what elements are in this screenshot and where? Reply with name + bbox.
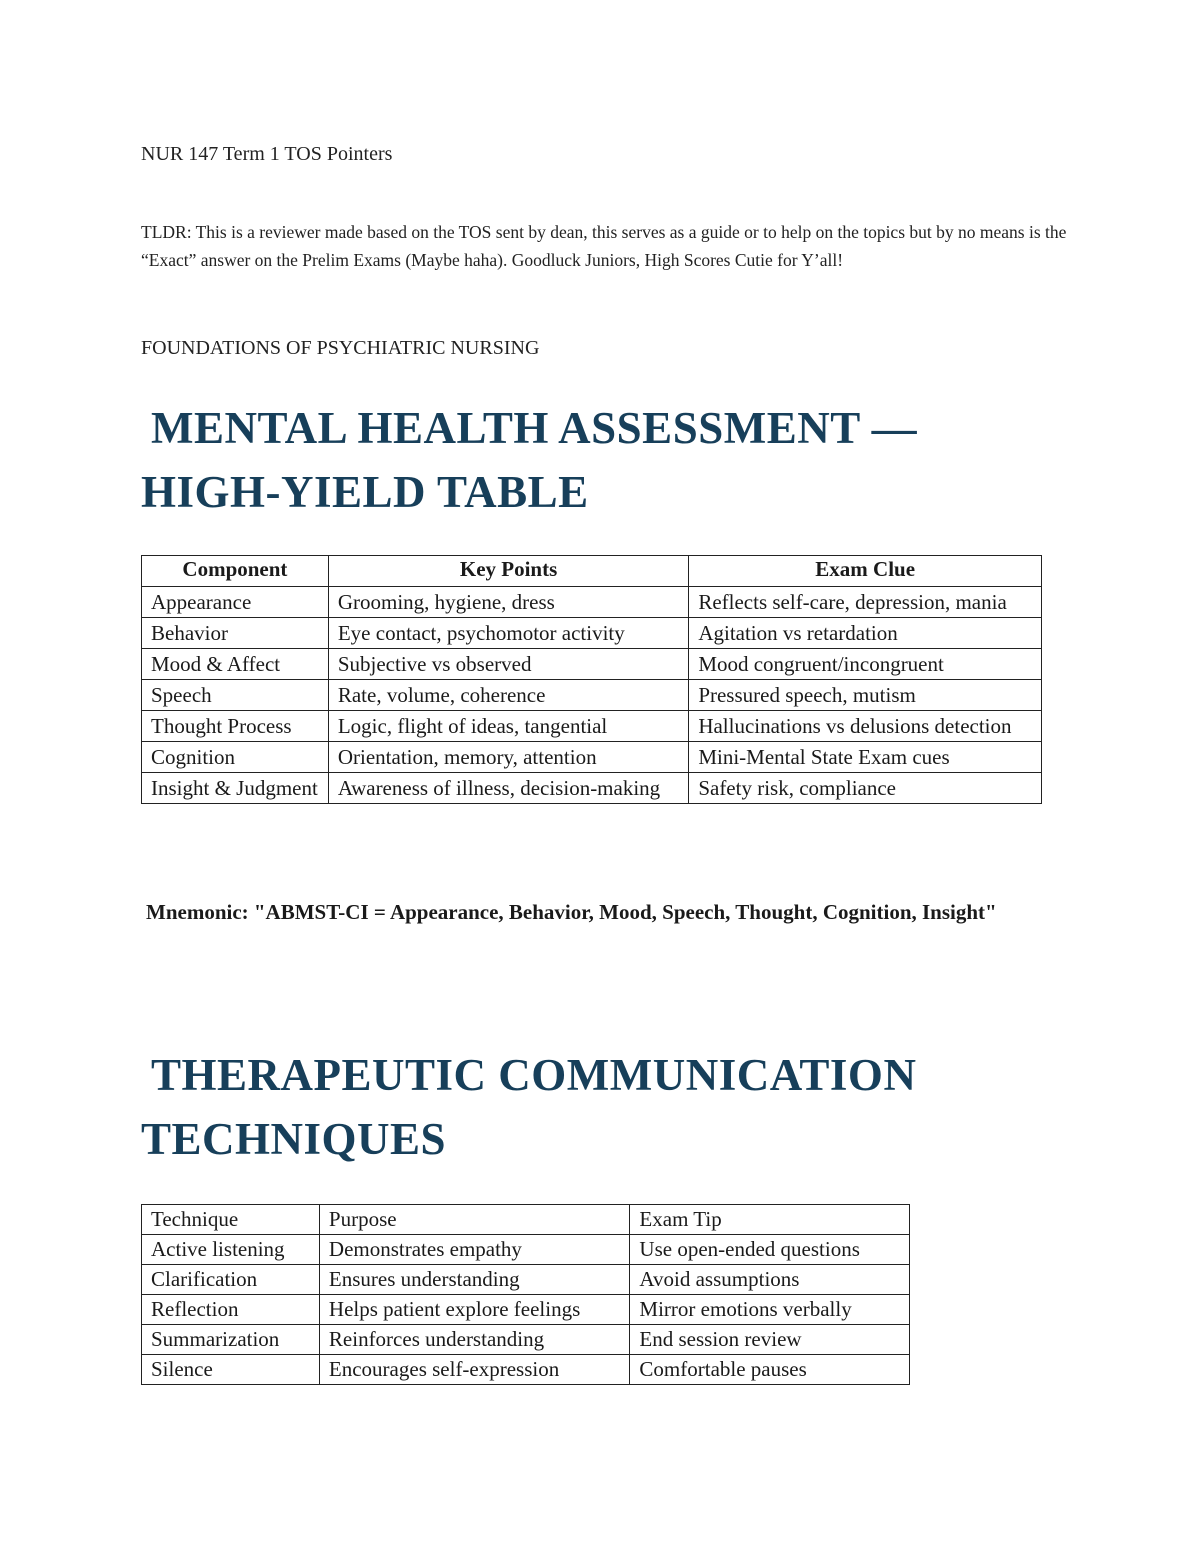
table-cell: Ensures understanding xyxy=(319,1265,630,1295)
table-cell: Pressured speech, mutism xyxy=(689,680,1042,711)
table-row xyxy=(142,1295,910,1325)
table-row xyxy=(142,1235,910,1265)
table-row xyxy=(142,1355,910,1385)
mental-health-table xyxy=(141,555,1042,804)
mental-health-heading-line2: HIGH-YIELD TABLE xyxy=(141,467,589,517)
table-row xyxy=(142,1325,910,1355)
header-cell-component: Component xyxy=(142,556,329,587)
table-cell: Hallucinations vs delusions detection xyxy=(689,711,1042,742)
table-cell: Mood congruent/incongruent xyxy=(689,649,1042,680)
table-cell: Grooming, hygiene, dress xyxy=(328,587,688,618)
table-cell: Comfortable pauses xyxy=(630,1355,910,1385)
table-row xyxy=(142,618,1042,649)
table-cell: Encourages self-expression xyxy=(319,1355,630,1385)
table-cell: Eye contact, psychomotor activity xyxy=(328,618,688,649)
table-cell: Helps patient explore feelings xyxy=(319,1295,630,1325)
table-cell: Orientation, memory, attention xyxy=(328,742,688,773)
table-cell: Logic, flight of ideas, tangential xyxy=(328,711,688,742)
table-cell: Agitation vs retardation xyxy=(689,618,1042,649)
table-cell: Cognition xyxy=(142,742,329,773)
table-cell: Reflection xyxy=(142,1295,320,1325)
mental-health-heading-line1: MENTAL HEALTH ASSESSMENT — xyxy=(151,403,918,453)
table-cell: Speech xyxy=(142,680,329,711)
table-cell: Behavior xyxy=(142,618,329,649)
table-cell: Safety risk, compliance xyxy=(689,773,1042,804)
table-cell: Subjective vs observed xyxy=(328,649,688,680)
table-cell: Insight & Judgment xyxy=(142,773,329,804)
header-cell-technique: Technique xyxy=(142,1205,320,1235)
table-cell: Demonstrates empathy xyxy=(319,1235,630,1265)
tldr-paragraph: TLDR: This is a reviewer made based on the TOS sent by dean, this serves as a guide or to help on the topics but by no means is the “Exact” answer on the Prelim Exams (Maybe haha). Goodluck Juniors, High Scores Cutie for Y’all! xyxy=(141,222,1067,270)
table-cell: Active listening xyxy=(142,1235,320,1265)
table-header-row xyxy=(142,1205,910,1235)
table-cell: Reflects self-care, depression, mania xyxy=(689,587,1042,618)
table-row xyxy=(142,587,1042,618)
mnemonic-label: Mnemonic: "ABMST-CI = Appearance, Behavior, Mood, Speech, Thought, Cognition, Insight" xyxy=(146,900,997,924)
table-row xyxy=(142,680,1042,711)
table-cell: Silence xyxy=(142,1355,320,1385)
mental-health-heading xyxy=(141,396,1101,524)
table-cell: Awareness of illness, decision-making xyxy=(328,773,688,804)
document-title: NUR 147 Term 1 TOS Pointers xyxy=(141,143,393,165)
table-cell: Use open-ended questions xyxy=(630,1235,910,1265)
table-cell: Summarization xyxy=(142,1325,320,1355)
header-cell-exam-clue: Exam Clue xyxy=(689,556,1042,587)
header-cell-key-points: Key Points xyxy=(328,556,688,587)
therapeutic-table xyxy=(141,1204,910,1385)
table-row xyxy=(142,742,1042,773)
table-cell: Thought Process xyxy=(142,711,329,742)
table-row xyxy=(142,711,1042,742)
header-cell-exam-tip: Exam Tip xyxy=(630,1205,910,1235)
table-header-row xyxy=(142,556,1042,587)
section-label: FOUNDATIONS OF PSYCHIATRIC NURSING xyxy=(141,337,540,359)
table-cell: Mini-Mental State Exam cues xyxy=(689,742,1042,773)
table-cell: Appearance xyxy=(142,587,329,618)
header-cell-purpose: Purpose xyxy=(319,1205,630,1235)
table-row xyxy=(142,1265,910,1295)
therapeutic-heading-line2: TECHNIQUES xyxy=(141,1114,447,1164)
mnemonic-text xyxy=(141,897,1041,928)
table-cell: Mood & Affect xyxy=(142,649,329,680)
table-cell: Clarification xyxy=(142,1265,320,1295)
table-cell: Reinforces understanding xyxy=(319,1325,630,1355)
table-row xyxy=(142,773,1042,804)
therapeutic-heading xyxy=(141,1043,1101,1171)
table-cell: End session review xyxy=(630,1325,910,1355)
table-cell: Avoid assumptions xyxy=(630,1265,910,1295)
table-cell: Mirror emotions verbally xyxy=(630,1295,910,1325)
therapeutic-heading-line1: THERAPEUTIC COMMUNICATION xyxy=(151,1050,917,1100)
table-cell: Rate, volume, coherence xyxy=(328,680,688,711)
table-row xyxy=(142,649,1042,680)
